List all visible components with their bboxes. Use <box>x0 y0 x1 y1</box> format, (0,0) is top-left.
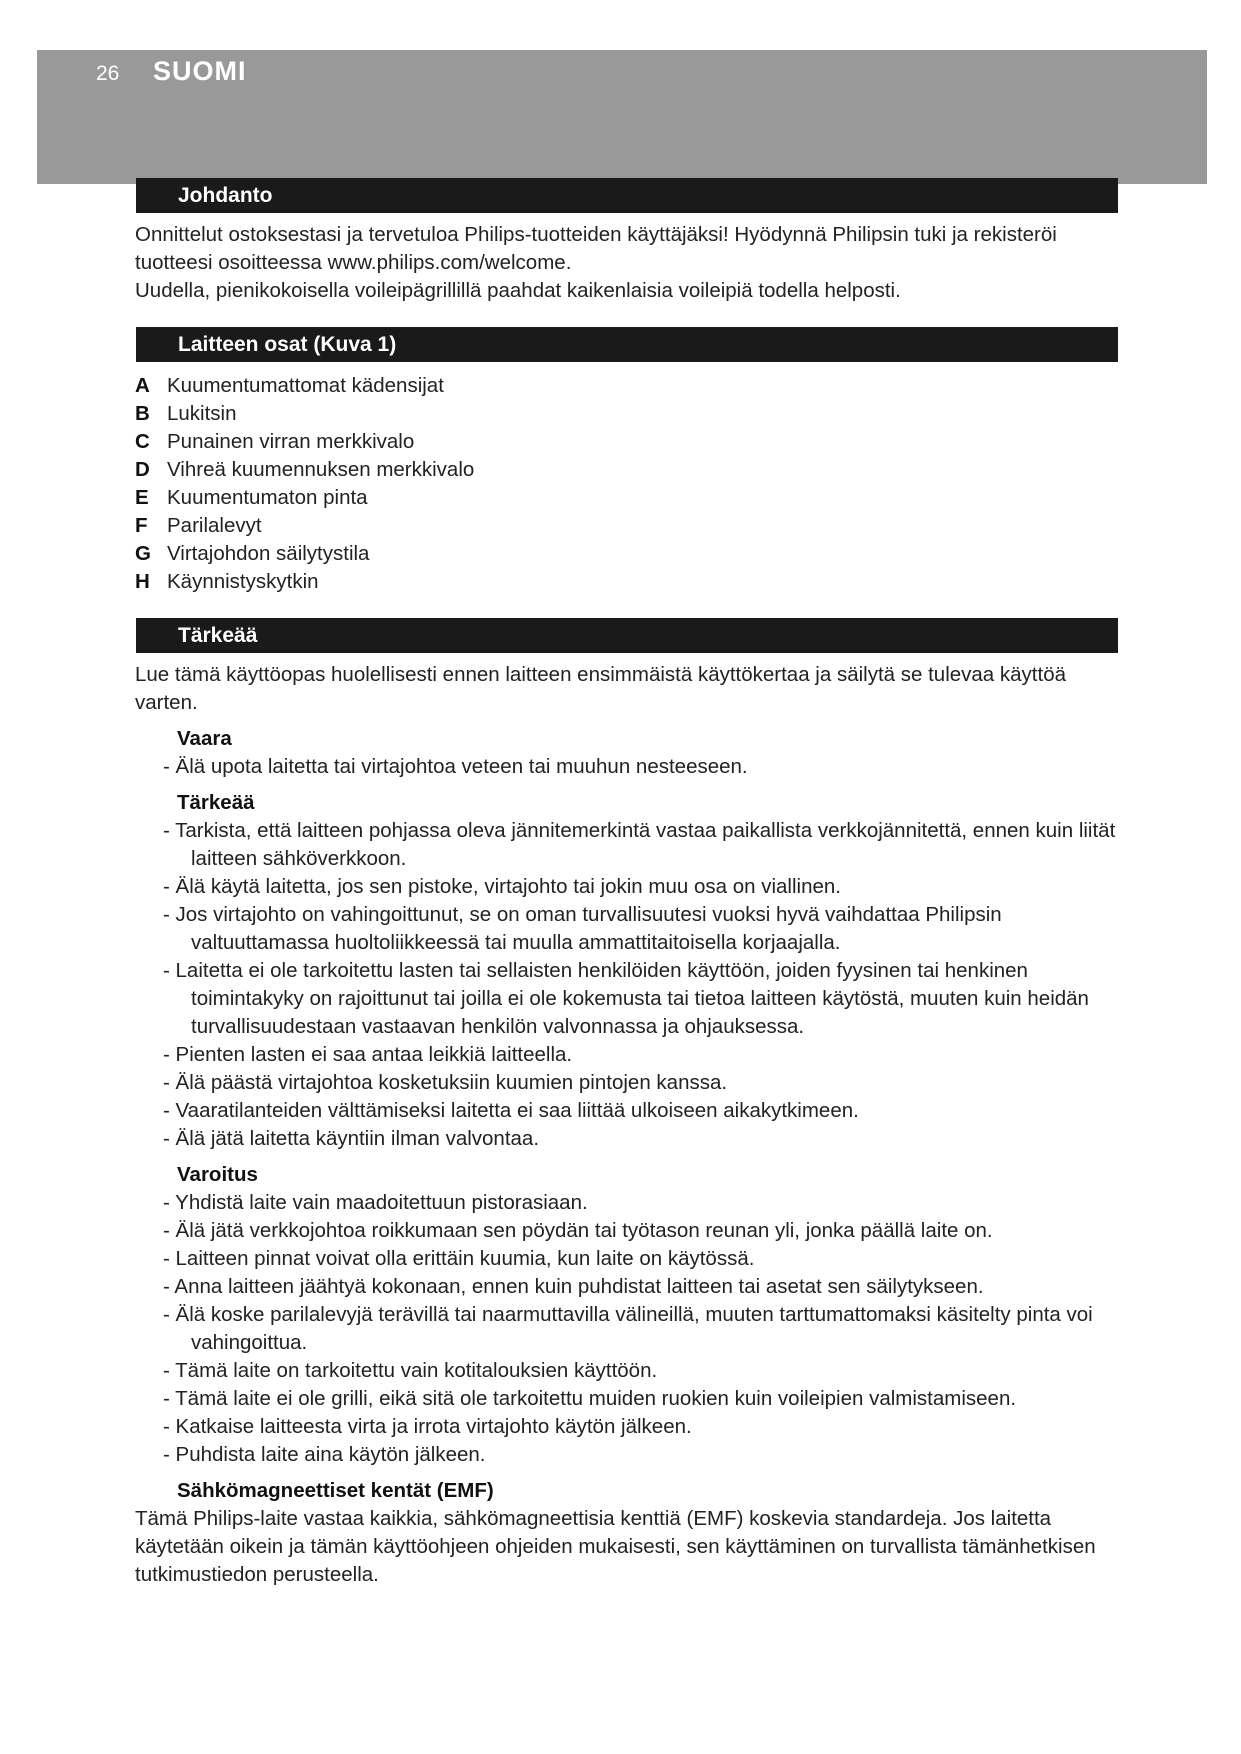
caution-list <box>135 1189 1125 1469</box>
page-content <box>135 178 1125 1589</box>
list-item: - Älä käytä laitetta, jos sen pistoke, virtajohto tai jokin muu osa on viallinen. <box>163 875 841 898</box>
list-item: - Älä jätä laitetta käyntiin ilman valvontaa. <box>163 1127 540 1150</box>
danger-list <box>135 753 1125 781</box>
part-item: A Kuumentumattomat kädensijat <box>135 374 444 397</box>
subheading-danger: Vaara <box>177 727 232 750</box>
part-item: H Käynnistyskytkin <box>135 570 319 593</box>
list-item: - Laitteen pinnat voivat olla erittäin kuumia, kun laite on käytössä. <box>163 1247 755 1270</box>
list-item: - Tämä laite ei ole grilli, eikä sitä ole tarkoitettu muiden ruokien kuin voileipien valmistamiseen. <box>163 1387 1017 1410</box>
intro-paragraph-2: Uudella, pienikokoisella voileipägrillillä paahdat kaikenlaisia voileipiä todella helposti. <box>135 279 901 302</box>
list-item: - Katkaise laitteesta virta ja irrota virtajohto käytön jälkeen. <box>163 1415 692 1438</box>
list-item: - Älä koske parilalevyjä terävillä tai naarmuttavilla välineillä, muuten tarttumattomaksi käsitelty pinta voi vahingoittua. <box>163 1303 1093 1354</box>
section-heading-parts: Laitteen osat (Kuva 1) <box>136 327 1118 362</box>
list-item: - Älä upota laitetta tai virtajohtoa veteen tai muuhun nesteeseen. <box>163 755 748 778</box>
list-item: - Tämä laite on tarkoitettu vain kotitalouksien käyttöön. <box>163 1359 658 1382</box>
page-number: 26 <box>96 62 120 85</box>
list-item: - Älä jätä verkkojohtoa roikkumaan sen pöydän tai työtason reunan yli, jonka päällä laite on. <box>163 1219 993 1242</box>
section-heading-intro: Johdanto <box>136 178 1118 213</box>
list-item: - Vaaratilanteiden välttämiseksi laitetta ei saa liittää ulkoiseen aikakytkimeen. <box>163 1099 859 1122</box>
list-item: - Laitetta ei ole tarkoitettu lasten tai sellaisten henkilöiden käyttöön, joiden fyysinen tai henkinen toimintakyky on rajoittunut tai joilla ei ole kokemusta tai tietoa laitteen käytöstä, muuten kuin heidän turvallisuudestaan vastaavan henkilön valvonnassa ja ohjauksessa. <box>163 959 1089 1038</box>
part-item: B Lukitsin <box>135 402 237 425</box>
subheading-notice: Tärkeää <box>177 791 255 814</box>
list-item: - Yhdistä laite vain maadoitettuun pistorasiaan. <box>163 1191 588 1214</box>
list-item: - Tarkista, että laitteen pohjassa oleva jännitemerkintä vastaa paikallista verkkojännitettä, ennen kuin liität laitteen sähköverkkoon. <box>163 819 1116 870</box>
subheading-caution: Varoitus <box>177 1163 258 1186</box>
list-item: - Anna laitteen jäähtyä kokonaan, ennen kuin puhdistat laitteen tai asetat sen säilytykseen. <box>163 1275 984 1298</box>
list-item: - Älä päästä virtajohtoa kosketuksiin kuumien pintojen kanssa. <box>163 1071 728 1094</box>
part-item: F Parilalevyt <box>135 514 262 537</box>
part-item: E Kuumentumaton pinta <box>135 486 368 509</box>
intro-paragraph-1: Onnittelut ostoksestasi ja tervetuloa Philips-tuotteiden käyttäjäksi! Hyödynnä Philipsin tuki ja rekisteröi tuotteesi osoitteessa www.philips.com/welcome. <box>135 223 1057 274</box>
part-item: G Virtajohdon säilytystila <box>135 542 370 565</box>
subheading-emf: Sähkömagneettiset kentät (EMF) <box>177 1479 494 1502</box>
section-heading-important: Tärkeää <box>136 618 1118 653</box>
important-intro: Lue tämä käyttöopas huolellisesti ennen laitteen ensimmäistä käyttökertaa ja säilytä se tulevaa käyttöä varten. <box>135 663 1066 714</box>
language-heading: SUOMI <box>153 56 247 86</box>
emf-paragraph: Tämä Philips-laite vastaa kaikkia, sähkömagneettisia kenttiä (EMF) koskevia standardeja. Jos laitetta käytetään oikein ja tämän käyttöohjeen ohjeiden mukaisesti, sen käyttäminen on turvallista tämänhetkisen tutkimustiedon perusteella. <box>135 1507 1096 1586</box>
parts-list <box>135 372 1125 596</box>
part-item: D Vihreä kuumennuksen merkkivalo <box>135 458 475 481</box>
part-item: C Punainen virran merkkivalo <box>135 430 415 453</box>
list-item: - Pienten lasten ei saa antaa leikkiä laitteella. <box>163 1043 573 1066</box>
list-item: - Puhdista laite aina käytön jälkeen. <box>163 1443 486 1466</box>
notice-list <box>135 817 1125 1153</box>
list-item: - Jos virtajohto on vahingoittunut, se on oman turvallisuutesi vuoksi hyvä vaihdattaa Philipsin valtuuttamassa huoltoliikkeessä tai muulla ammattitaitoisella korjaajalla. <box>163 903 1002 954</box>
